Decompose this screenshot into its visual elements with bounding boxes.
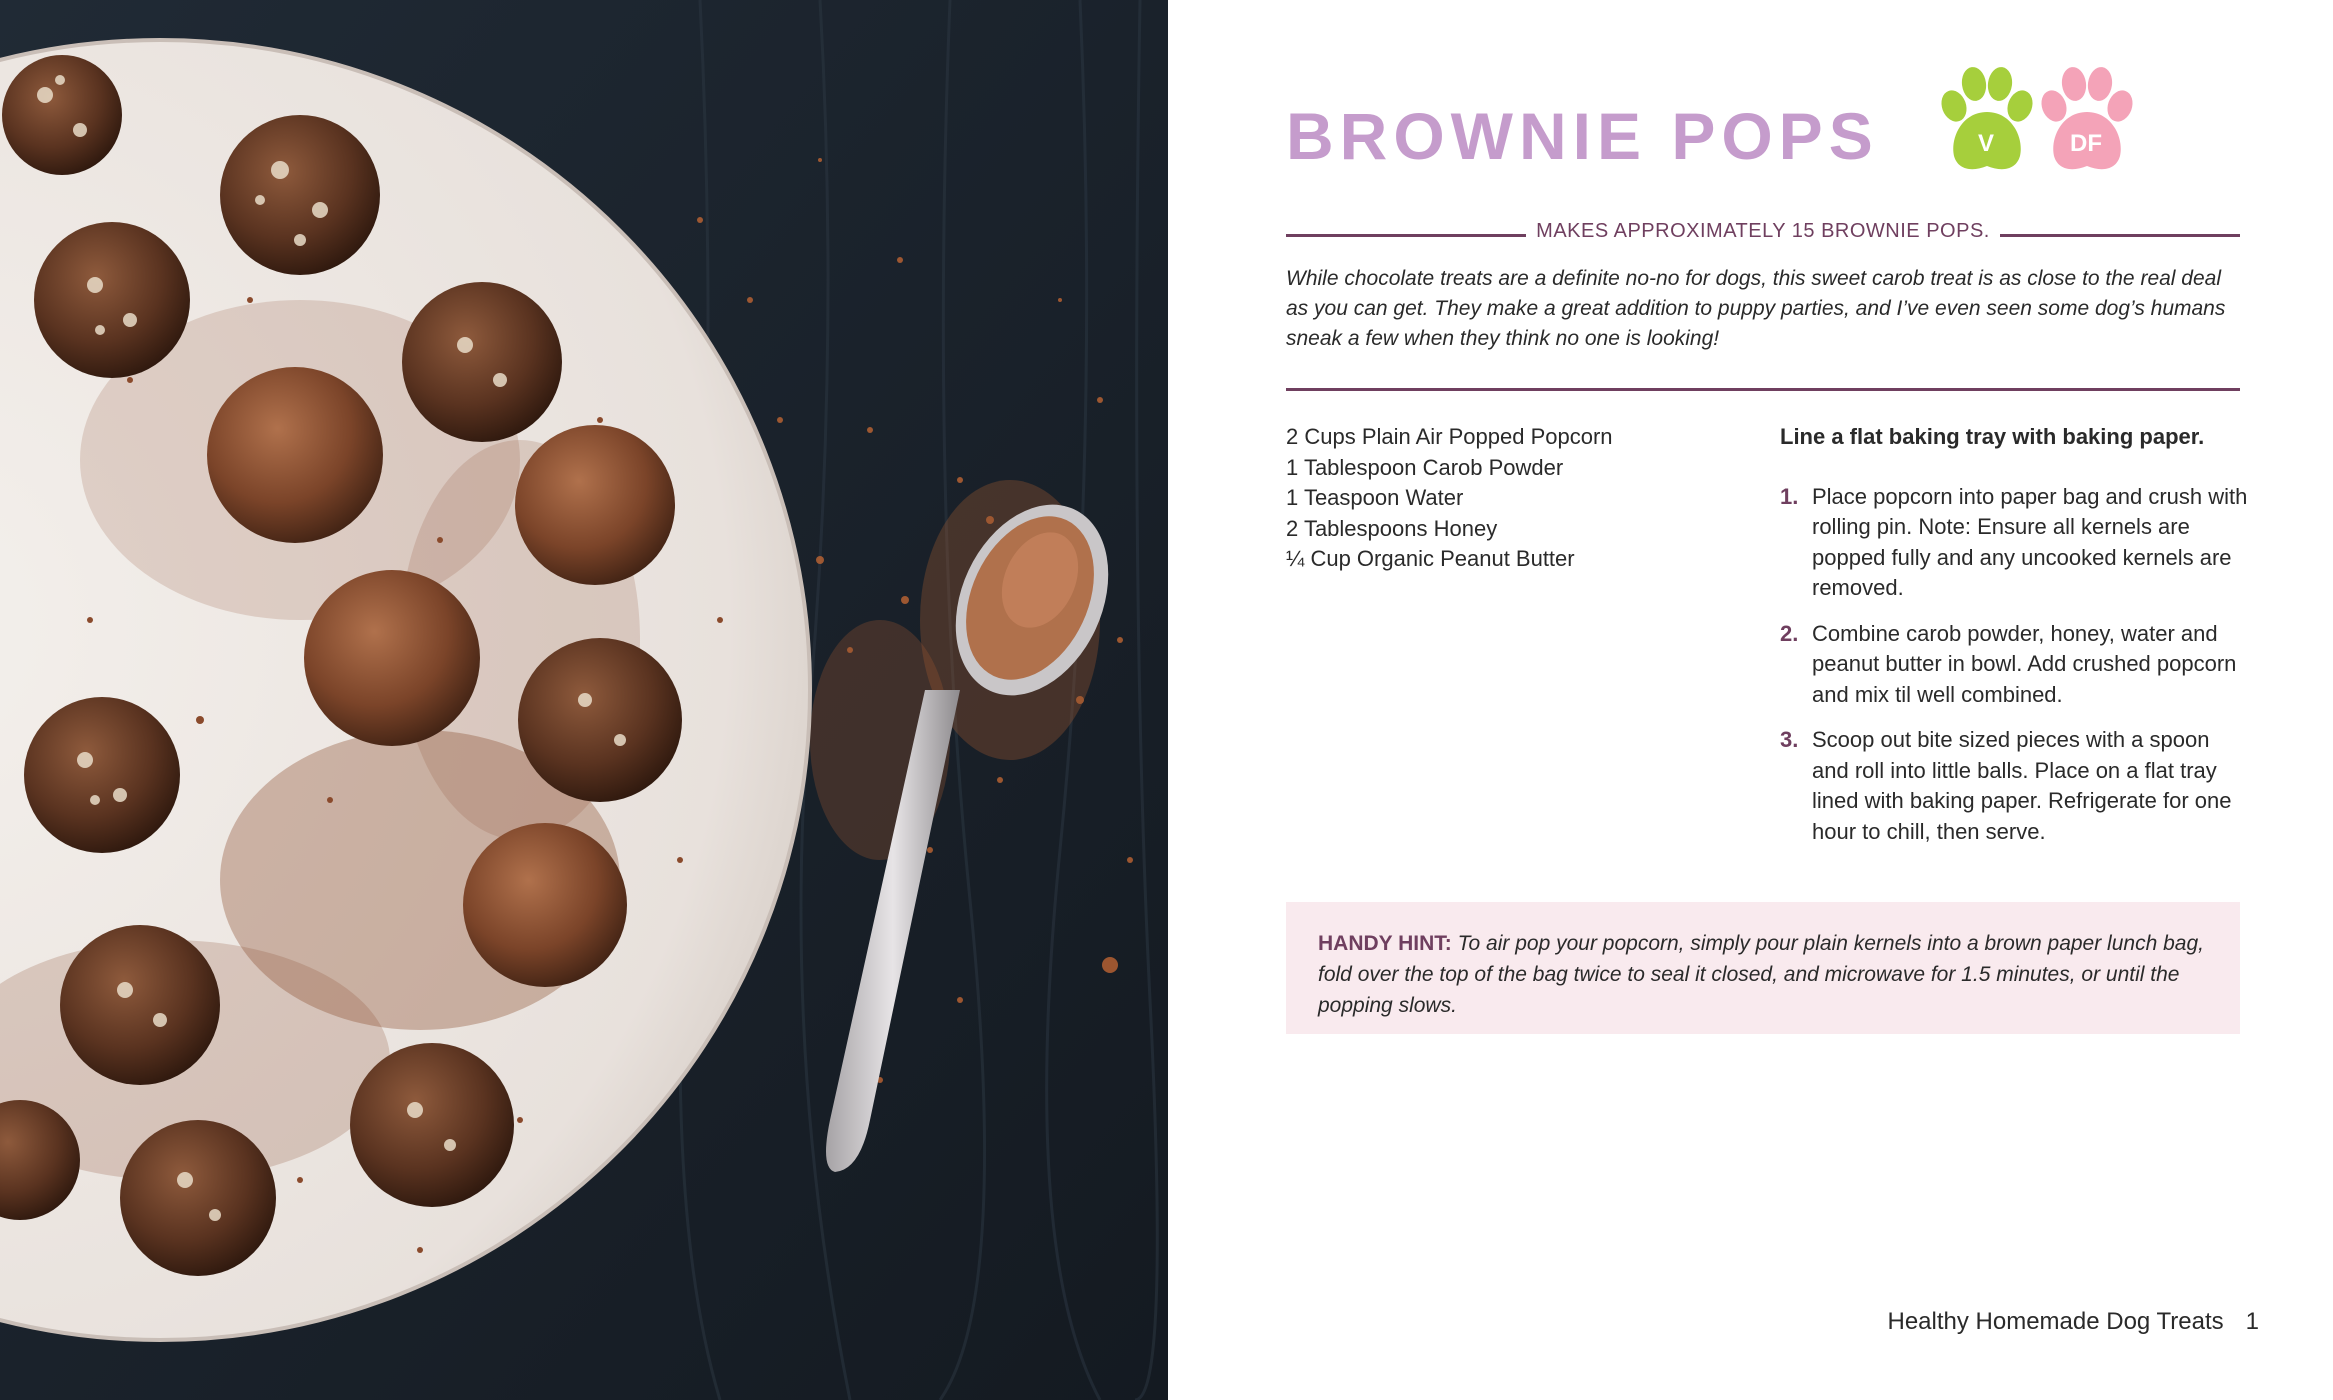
ingredients-list bbox=[1286, 422, 1726, 575]
diet-badges bbox=[1932, 66, 2152, 186]
handy-hint-box bbox=[1286, 902, 2240, 1034]
page-footer bbox=[1887, 1308, 2259, 1336]
vegetarian-badge bbox=[1932, 66, 2040, 178]
ingredient-item: 1 Tablespoon Carob Powder bbox=[1286, 454, 1564, 480]
ingredient-item: 2 Tablespoons Honey bbox=[1286, 515, 1498, 541]
recipe-title: BROWNIE POPS bbox=[1286, 99, 1879, 173]
method-step bbox=[1780, 619, 2250, 711]
step-text: Place popcorn into paper bag and crush with rolling pin. Note: Ensure all kernels are popped fully and any uncooked kernels are removed. bbox=[1812, 483, 2248, 600]
ingredient-item: 1 Teaspoon Water bbox=[1286, 485, 1464, 510]
method-step bbox=[1780, 482, 2250, 604]
page-number: 1 bbox=[2245, 1308, 2259, 1335]
section-divider bbox=[1286, 388, 2240, 391]
paw-icon bbox=[2032, 66, 2140, 178]
vegetarian-badge-label: V bbox=[1977, 130, 1994, 157]
yield-row bbox=[1286, 220, 2240, 250]
step-number: 1. bbox=[1780, 483, 1799, 509]
ingredient-item: 2 Cups Plain Air Popped Popcorn bbox=[1286, 424, 1613, 449]
step-text: Combine carob powder, honey, water and peanut butter in bowl. Add crushed popcorn and mix til well combined. bbox=[1812, 620, 2237, 707]
paw-icon bbox=[1932, 66, 2040, 178]
step-text: Scoop out bite sized pieces with a spoon and roll into little balls. Place on a flat tray lined with baking paper. Refrigerate for one hour to chill, then serve. bbox=[1812, 727, 2232, 844]
book-title: Healthy Homemade Dog Treats bbox=[1887, 1308, 2224, 1335]
dairy-free-badge-label: DF bbox=[2070, 130, 2102, 157]
ingredient-item: ¼ Cup Organic Peanut Butter bbox=[1286, 546, 1575, 571]
hint-text: To air pop your popcorn, simply pour plain kernels into a brown paper lunch bag, fold over the top of the bag twice to seal it closed, and microwave for 1.5 minutes, or until the popping slows. bbox=[1318, 932, 2204, 1017]
method-step bbox=[1780, 725, 2250, 847]
recipe-yield: MAKES APPROXIMATELY 15 BROWNIE POPS. bbox=[1526, 220, 2000, 242]
method-section bbox=[1780, 422, 2250, 862]
hint-label: HANDY HINT: bbox=[1318, 932, 1452, 955]
dairy-free-badge bbox=[2032, 66, 2140, 178]
method-intro: Line a flat baking tray with baking paper. bbox=[1780, 424, 2205, 449]
recipe-page bbox=[1168, 0, 2333, 1400]
recipe-intro: While chocolate treats are a definite no-no for dogs, this sweet carob treat is as close to the real deal as you can get. They make a great addition to puppy parties, and I’ve even seen some dog’s humans sneak a few when they think no one is looking! bbox=[1286, 267, 2226, 350]
step-number: 3. bbox=[1780, 727, 1799, 752]
step-number: 2. bbox=[1780, 620, 1799, 646]
